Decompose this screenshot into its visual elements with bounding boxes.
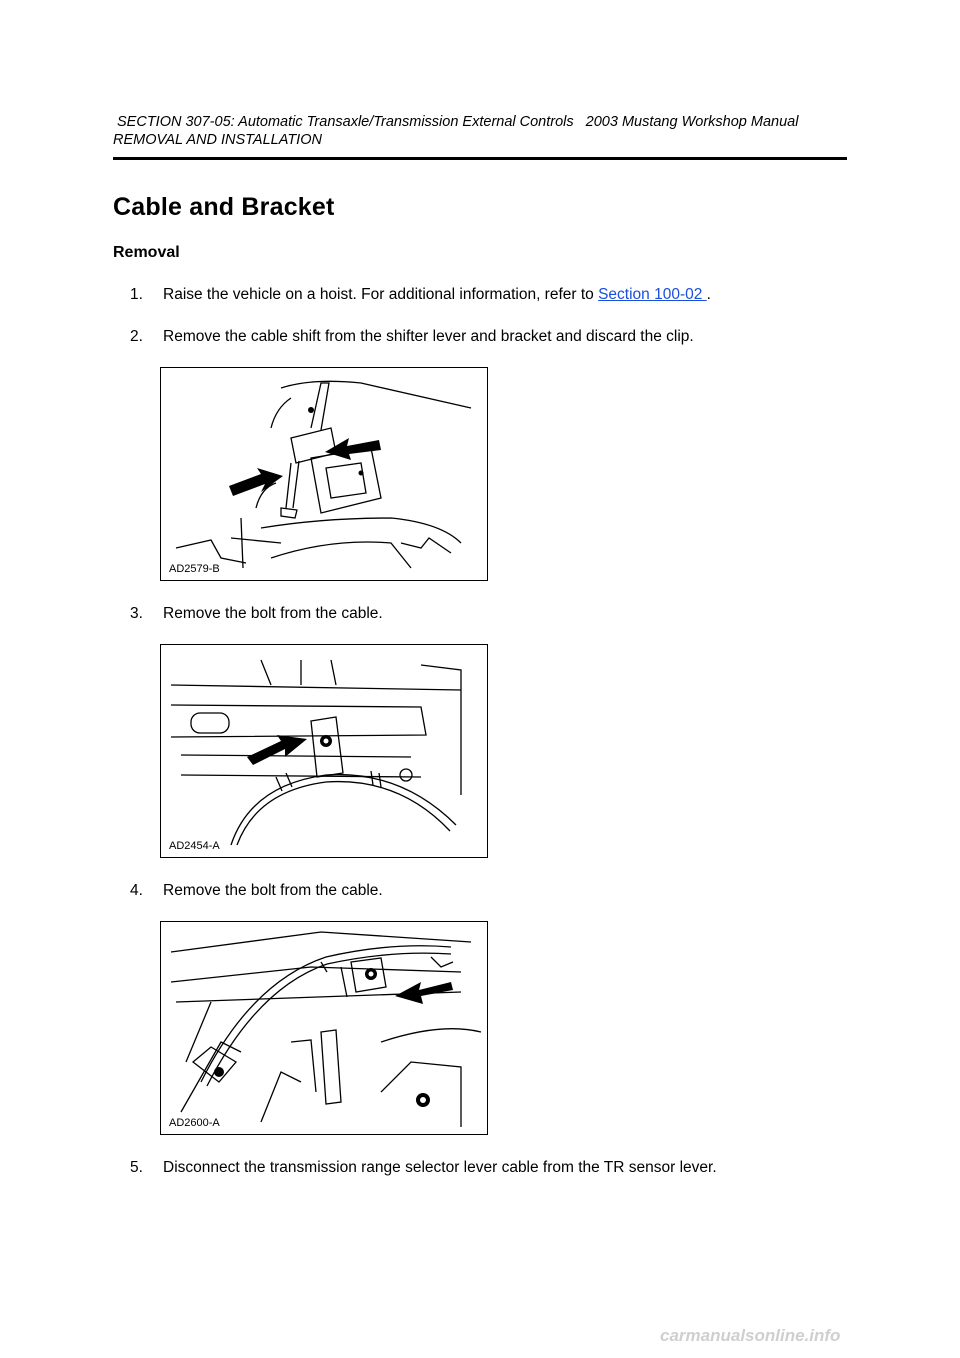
figure-illustration (161, 368, 487, 580)
page-header (113, 114, 847, 160)
figure-illustration (161, 645, 487, 857)
section-100-02-link[interactable]: Section 100-02 (598, 286, 707, 303)
manual-title: 2003 Mustang Workshop Manual (585, 114, 799, 130)
header-line (117, 114, 847, 130)
step-number: 2. (130, 328, 143, 345)
step-number: 3. (130, 605, 143, 622)
step-4 (130, 882, 383, 900)
header-rule (113, 157, 847, 160)
step-number: 5. (130, 1159, 143, 1176)
figure-label: AD2600-A (169, 1117, 220, 1129)
step-text: Remove the bolt from the cable. (163, 605, 383, 622)
removal-heading: Removal (113, 244, 180, 261)
step-number: 4. (130, 882, 143, 899)
header-subtitle: REMOVAL AND INSTALLATION (113, 132, 322, 148)
figure-label: AD2454-A (169, 840, 220, 852)
step-1 (130, 286, 711, 304)
section-title: SECTION 307-05: Automatic Transaxle/Transmission External Controls (117, 114, 574, 130)
step-text: Remove the cable shift from the shifter lever and bracket and discard the clip. (163, 328, 694, 345)
figure-illustration (161, 922, 487, 1134)
step-text: Remove the bolt from the cable. (163, 882, 383, 899)
step-3 (130, 605, 383, 623)
step-2 (130, 328, 694, 346)
figure-label: AD2579-B (169, 563, 220, 575)
watermark: carmanualsonline.info (660, 1326, 841, 1345)
figure-cable-shift (160, 367, 488, 581)
step-text-end: . (706, 286, 711, 303)
figure-cable-bolt-2 (160, 921, 488, 1135)
step-5 (130, 1159, 717, 1177)
step-number: 1. (130, 286, 143, 303)
figure-cable-bolt-1 (160, 644, 488, 858)
step-text: Disconnect the transmission range selector lever cable from the TR sensor lever. (163, 1159, 717, 1176)
page-title: Cable and Bracket (113, 193, 335, 221)
step-text: Raise the vehicle on a hoist. For additional information, refer to (163, 286, 599, 303)
